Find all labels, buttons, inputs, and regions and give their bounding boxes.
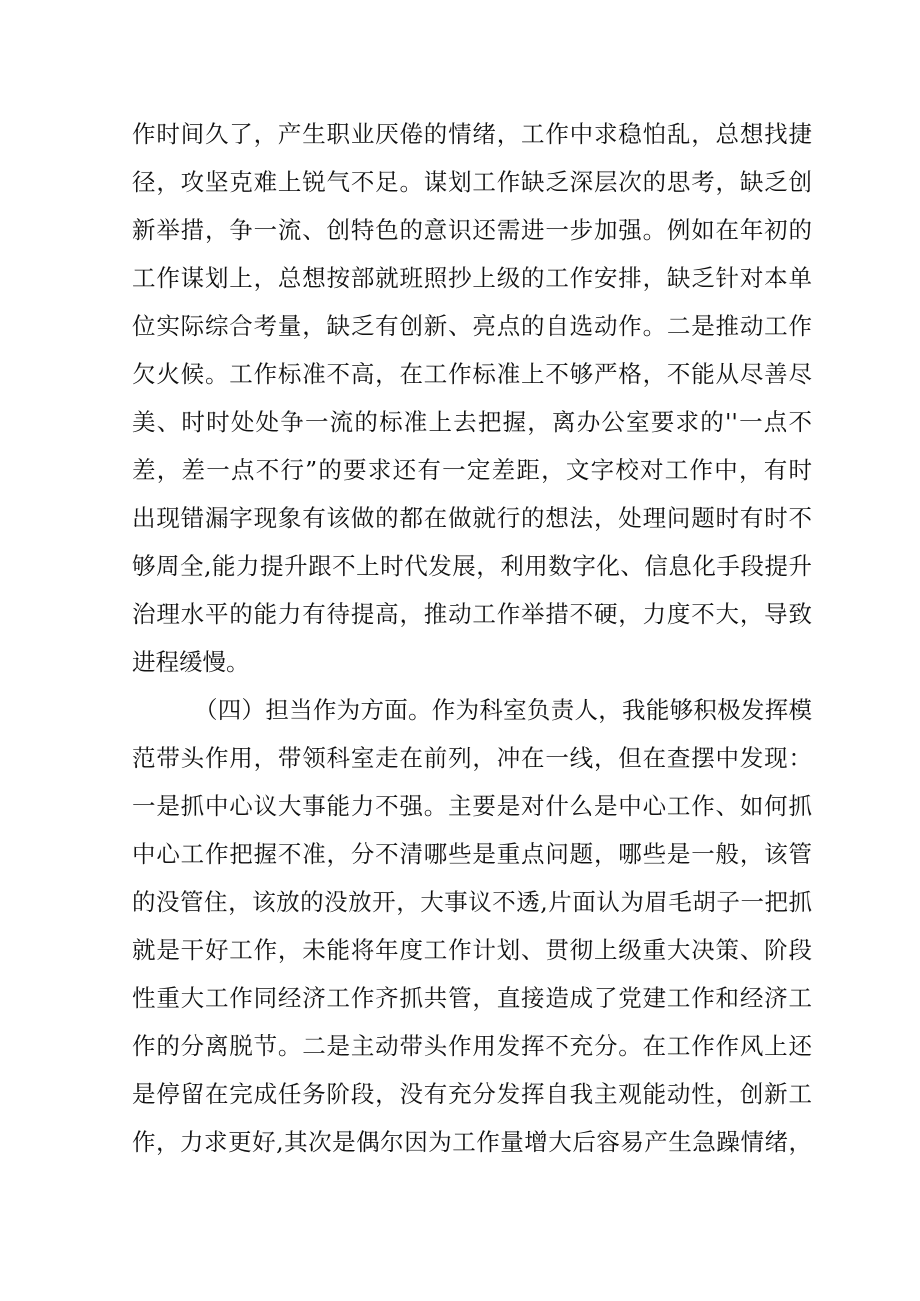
text-line: 径，攻坚克难上锐气不足。谋划工作缺乏深层次的思考，缺乏创: [132, 168, 812, 196]
text-line: 作，力求更好,其次是偶尔因为工作量增大后容易产生急躁情绪，: [132, 1128, 812, 1156]
document-body: [132, 110, 812, 1166]
text-line: 位实际综合考量，缺乏有创新、亮点的自选动作。二是推动工作: [132, 312, 812, 340]
text-line: 美、时时处处争一流的标准上去把握，离办公室要求的''一点不: [132, 408, 812, 436]
section-heading-line: （四）担当作为方面。作为科室负责人，我能够积极发挥模: [194, 696, 812, 724]
text-line: 够周全,能力提升跟不上时代发展，利用数字化、信息化手段提升: [132, 552, 812, 580]
text-line: 作时间久了，产生职业厌倦的情绪，工作中求稳怕乱，总想找捷: [132, 120, 812, 148]
text-line: 中心工作把握不准，分不清哪些是重点问题，哪些是一般，该管: [132, 840, 812, 868]
text-line: 作的分离脱节。二是主动带头作用发挥不充分。在工作作风上还: [132, 1032, 812, 1060]
text-line: 新举措，争一流、创特色的意识还需进一步加强。例如在年初的: [132, 216, 812, 244]
text-line: 欠火候。工作标准不高，在工作标准上不够严格，不能从尽善尽: [132, 360, 812, 388]
text-line: 的没管住，该放的没放开，大事议不透,片面认为眉毛胡子一把抓: [132, 888, 812, 916]
text-line: 治理水平的能力有待提高，推动工作举措不硬，力度不大，导致: [132, 600, 812, 628]
text-line: 性重大工作同经济工作齐抓共管，直接造成了党建工作和经济工: [132, 984, 812, 1012]
text-line: 出现错漏字现象有该做的都在做就行的想法，处理问题时有时不: [132, 504, 812, 532]
text-line: 一是抓中心议大事能力不强。主要是对什么是中心工作、如何抓: [132, 792, 812, 820]
text-line: 差，差一点不行”的要求还有一定差距，文字校对工作中，有时: [132, 456, 812, 484]
text-line: 就是干好工作，未能将年度工作计划、贯彻上级重大决策、阶段: [132, 936, 812, 964]
text-line: 范带头作用，带领科室走在前列，冲在一线，但在查摆中发现：: [132, 744, 812, 772]
text-line: 工作谋划上，总想按部就班照抄上级的工作安排，缺乏针对本单: [132, 264, 812, 292]
text-line: 是停留在完成任务阶段，没有充分发挥自我主观能动性，创新工: [132, 1080, 812, 1108]
paragraph-end-line: 进程缓慢。: [132, 648, 250, 676]
